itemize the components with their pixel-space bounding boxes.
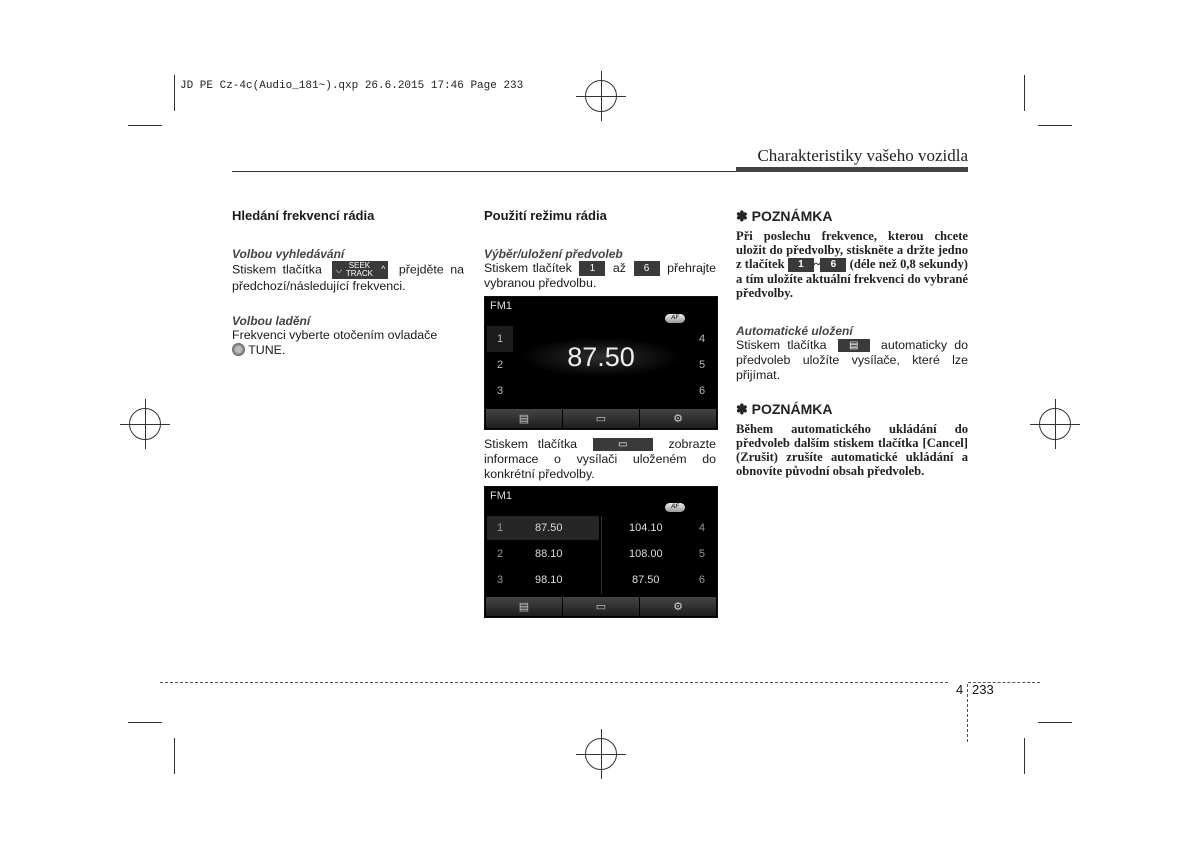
preset-row-1-num[interactable]: 1	[497, 522, 504, 534]
text: zobrazte informace o vysílači uloženém do konkrétní předvolby.	[484, 437, 716, 481]
crop-mark	[1038, 125, 1072, 126]
text: až	[612, 261, 626, 275]
preset-list-icon: ▤	[518, 413, 530, 425]
preset-3[interactable]: 3	[496, 385, 504, 397]
screen-toolbar	[486, 597, 716, 616]
preset-list-button[interactable]	[486, 597, 563, 616]
preset-row-2-num[interactable]: 2	[497, 548, 504, 560]
text: Stiskem tlačítek	[484, 261, 572, 275]
info-button[interactable]	[563, 409, 640, 428]
paragraph-presets	[484, 261, 716, 291]
subheading-autostore: Automatické uložení	[736, 324, 853, 339]
info-icon: ▭	[595, 413, 607, 425]
screen-toolbar	[486, 409, 716, 428]
af-badge: AF	[665, 314, 685, 323]
text: TUNE.	[248, 343, 286, 357]
preset-row-3-freq[interactable]: 98.10	[535, 574, 563, 586]
column-notes	[736, 208, 968, 478]
af-badge: AF	[665, 503, 685, 512]
text: Při poslechu frekvence, kterou chcete uložit do předvolby, stiskněte a držte jedno z tlačítek	[736, 229, 968, 271]
note-preset	[736, 229, 968, 300]
crop-mark	[128, 125, 162, 126]
chevron-down-icon: ⌵	[335, 265, 343, 275]
text: automaticky do předvoleb uložíte vysílače, které lze přijímat.	[736, 338, 969, 383]
crop-mark	[1024, 75, 1025, 111]
header-rule	[232, 171, 736, 172]
text: ~	[813, 257, 821, 271]
settings-button[interactable]	[640, 409, 716, 428]
preset-1[interactable]: 1	[487, 326, 513, 352]
preset-6[interactable]: 6	[698, 385, 706, 397]
crop-mark	[1038, 722, 1072, 723]
column-radio-search	[232, 208, 464, 358]
preset-button-6: 6	[634, 261, 660, 276]
preset-row-5-freq[interactable]: 108.00	[629, 548, 663, 560]
footer-dashed-rule	[160, 682, 948, 683]
text: Stiskem tlačítka	[484, 437, 578, 451]
section-heading: Hledání frekvencí rádia	[232, 208, 375, 223]
gear-icon: ⚙	[673, 601, 683, 613]
preset-row-6-num[interactable]: 6	[698, 574, 705, 586]
crop-mark	[174, 738, 175, 774]
tune-knob-icon	[232, 343, 245, 356]
registration-mark-icon	[585, 738, 617, 770]
registration-mark-icon	[1039, 408, 1071, 440]
crop-mark	[1024, 738, 1025, 774]
preset-4[interactable]: 4	[698, 333, 706, 345]
text: Stiskem tlačítka	[232, 262, 322, 277]
preset-row-3-num[interactable]: 3	[497, 574, 504, 586]
preset-row-1-freq[interactable]: 87.50	[535, 522, 563, 534]
preset-list-icon: ▤	[518, 601, 530, 613]
info-button-icon: ▭	[593, 438, 653, 451]
subheading-seek: Volbou vyhledávání	[232, 247, 345, 261]
seek-track-button-icon	[332, 261, 388, 279]
text: Frekvenci vyberte otočením ovladače	[232, 328, 438, 342]
preset-button-1: 1	[788, 258, 814, 272]
note-heading: ✽ POZNÁMKA	[736, 401, 833, 418]
band-label: FM1	[490, 300, 512, 312]
preset-row-6-freq[interactable]: 87.50	[632, 574, 660, 586]
subheading-tune: Volbou ladění	[232, 314, 311, 328]
info-button[interactable]	[563, 597, 640, 616]
paragraph-autostore	[736, 338, 968, 383]
autostore-button-icon: ▤	[838, 339, 870, 352]
preset-row-2-freq[interactable]: 88.10	[535, 548, 563, 560]
column-radio-mode	[484, 208, 716, 291]
text: (déle než 0,8 sekundy) a tím uložíte aktuální frekvenci do vybrané předvolby.	[736, 257, 969, 301]
note-cancel: Během automatického ukládání do předvoleb dalším stiskem tlačítka [Cancel] (Zrušit) zrušíte automatické ukládání a obnovíte původní obsah předvoleb.	[736, 422, 968, 479]
preset-button-6: 6	[820, 258, 846, 272]
footer-divider	[967, 684, 968, 742]
chapter-number: 4	[956, 682, 964, 697]
paragraph-info	[484, 437, 716, 482]
registration-mark-icon	[585, 80, 617, 112]
print-slug: JD PE Cz-4c(Audio_181~).qxp 26.6.2015 17:46 Page 233	[180, 80, 524, 92]
paragraph-seek	[232, 261, 464, 294]
radio-screen-preset-list	[484, 486, 718, 618]
preset-row-5-num[interactable]: 5	[698, 548, 705, 560]
page-number: 233	[972, 682, 994, 697]
gear-icon: ⚙	[673, 413, 683, 425]
preset-2[interactable]: 2	[496, 359, 504, 371]
note-heading: ✽ POZNÁMKA	[736, 208, 833, 224]
settings-button[interactable]	[640, 597, 716, 616]
preset-row-4-num[interactable]: 4	[698, 522, 705, 534]
crop-mark	[174, 75, 175, 111]
preset-button-1: 1	[579, 261, 605, 276]
header-bar	[736, 167, 968, 172]
band-label: FM1	[490, 490, 512, 502]
chevron-up-icon: ^	[381, 264, 386, 274]
paragraph-tune	[232, 328, 464, 358]
subheading-presets: Výběr/uložení předvoleb	[484, 247, 623, 261]
preset-list-button[interactable]	[486, 409, 563, 428]
text: přejděte na předchozí/následující frekvenci.	[232, 262, 464, 293]
section-heading: Použití režimu rádia	[484, 208, 607, 223]
seek-track-label: SEEK TRACK	[345, 261, 373, 278]
registration-mark-icon	[129, 408, 161, 440]
running-header: Charakteristiky vašeho vozidla	[757, 146, 968, 165]
frequency-display: 87.50	[520, 337, 682, 377]
text: Stiskem tlačítka	[736, 338, 827, 353]
paragraph-info-block	[484, 437, 716, 482]
text: přehrajte vybranou předvolbu.	[484, 261, 716, 291]
preset-row-4-freq[interactable]: 104.10	[629, 522, 663, 534]
column-divider	[601, 516, 602, 594]
crop-mark	[128, 722, 162, 723]
radio-screen-main	[484, 296, 718, 430]
preset-5[interactable]: 5	[698, 359, 706, 371]
info-icon: ▭	[595, 601, 607, 613]
